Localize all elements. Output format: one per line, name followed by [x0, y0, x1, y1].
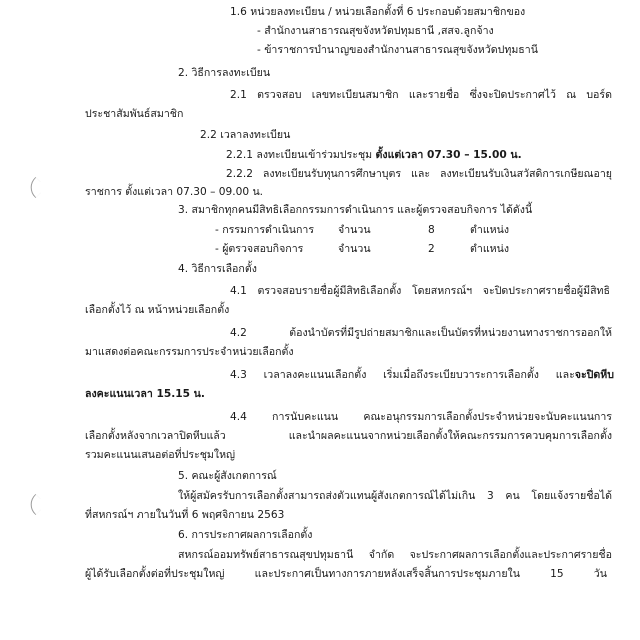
section-5-continued: ที่สหกรณ์ฯ ภายในวันที่ 6 พฤศจิกายน 2563 [85, 509, 285, 521]
position-name: - กรรมการดำเนินการ [215, 224, 315, 236]
section-2-heading: 2. วิธีการลงทะเบียน [178, 67, 271, 79]
item-4-4-continued: เลือกตั้งหลังจากเวลาปิดหีบแล้ว และนำผลคะแนนจากหน่วยเลือกตั้งให้คณะกรรมการควบคุมการเลือกตั้ง [85, 430, 612, 442]
item-4-1-continued: เลือกตั้งไว้ ณ หน้าหน่วยเลือกตั้ง [85, 304, 230, 316]
item-4-1-text: 4.1 ตรวจสอบรายชื่อผู้มีสิทธิเลือกตั้ง โดยสหกรณ์ฯ จะปิดประกาศรายชื่อผู้มีสิทธิ [230, 285, 610, 297]
section-6-heading: 6. การประกาศผลการเลือกตั้ง [178, 529, 313, 541]
item-4-3-close-bold: จะปิดหีบ [574, 369, 614, 381]
item-4-4-text: 4.4 การนับคะแนน คณะอนุกรรมการเลือกตั้งประจำหน่วยจะนับคะแนนการ [230, 411, 612, 423]
binder-hole-top [25, 177, 46, 198]
item-4-3-text [230, 369, 614, 382]
item-2-1-continued: ประชาสัมพันธ์สมาชิก [85, 108, 184, 120]
item-2-2-1-time: ตั้งแต่เวลา 07.30 – 15.00 น. [375, 149, 522, 161]
section-3-heading: 3. สมาชิกทุกคนมีสิทธิเลือกกรรมการดำเนินการ และผู้ตรวจสอบกิจการ ได้ดังนี้ [178, 204, 533, 216]
item-4-3-close-time: ลงคะแนนเวลา 15.15 น. [85, 388, 205, 400]
member-group-2: - ข้าราชการบำนาญของสำนักงานสาธารณสุขจังหวัดปทุมธานี [257, 44, 538, 56]
section-6-continued: ผู้ได้รับเลือกตั้งต่อที่ประชุมใหญ่ และประกาศเป็นทางการภายหลังเสร็จสิ้นการประชุมภายใน 15 วัน [85, 568, 607, 580]
item-2-2-1-text [226, 149, 522, 162]
position-row-committee [215, 224, 535, 237]
section-1-6-heading: 1.6 หน่วยลงทะเบียน / หน่วยเลือกตั้งที่ 6 ประกอบด้วยสมาชิกของ [230, 6, 526, 18]
position-count-label: จำนวน [338, 224, 371, 236]
position-unit: ตำแหน่ง [470, 243, 510, 255]
position-row-auditor [215, 243, 535, 256]
item-2-1-text: 2.1 ตรวจสอบ เลขทะเบียนสมาชิก และรายชื่อ ซึ่งจะปิดประกาศไว้ ณ บอร์ด [230, 89, 612, 101]
position-count: 2 [428, 243, 435, 255]
position-count: 8 [428, 224, 435, 236]
section-5-heading: 5. คณะผู้สังเกตการณ์ [178, 470, 277, 482]
item-2-2-1-label: 2.2.1 ลงทะเบียนเข้าร่วมประชุม [226, 149, 376, 161]
section-6-text: สหกรณ์ออมทรัพย์สาธารณสุขปทุมธานี จำกัด จะประกาศผลการเลือกตั้งและประกาศรายชื่อ [178, 549, 612, 561]
position-unit: ตำแหน่ง [470, 224, 510, 236]
item-4-2-text: 4.2 ต้องนำบัตรที่มีรูปถ่ายสมาชิกและเป็นบัตรที่หน่วยงานทางราชการออกให้ [230, 327, 612, 339]
section-5-text: ให้ผู้สมัครรับการเลือกตั้งสามารถส่งตัวแทนผู้สังเกตการณ์ได้ไม่เกิน 3 คน โดยแจ้งรายชื่อได้ [178, 490, 612, 502]
item-4-4-continued-2: รวมคะแนนเสนอต่อที่ประชุมใหญ่ [85, 449, 236, 461]
item-2-2-heading: 2.2 เวลาลงทะเบียน [200, 129, 291, 141]
position-count-label: จำนวน [338, 243, 371, 255]
section-4-heading: 4. วิธีการเลือกตั้ง [178, 263, 257, 275]
position-name: - ผู้ตรวจสอบกิจการ [215, 243, 304, 255]
binder-hole-bottom [25, 494, 46, 515]
item-4-3-label: 4.3 เวลาลงคะแนนเลือกตั้ง เริ่มเมื่อถึงระเบียบวาระการเลือกตั้ง และ [230, 369, 575, 381]
item-2-2-2-continued: ราชการ ตั้งแต่เวลา 07.30 – 09.00 น. [85, 186, 264, 198]
item-2-2-2-text: 2.2.2 ลงทะเบียนรับทุนการศึกษาบุตร และ ลงทะเบียนรับเงินสวัสดิการเกษียณอายุ [226, 168, 612, 180]
member-group-1: - สำนักงานสาธารณสุขจังหวัดปทุมธานี ,สสจ.ลูกจ้าง [257, 25, 494, 37]
item-4-2-continued: มาแสดงต่อคณะกรรมการประจำหน่วยเลือกตั้ง [85, 346, 294, 358]
